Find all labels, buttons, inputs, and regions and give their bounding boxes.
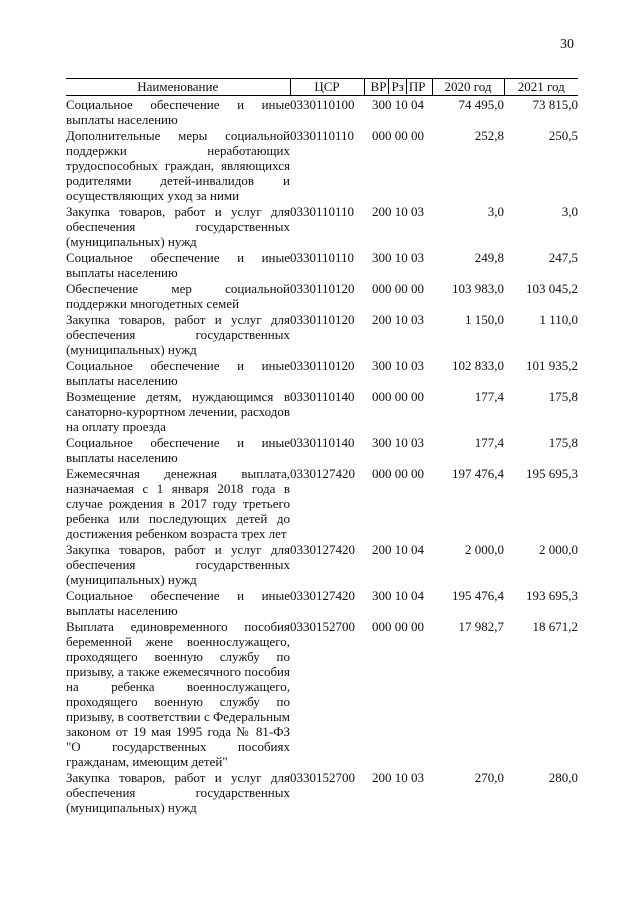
- row-name-cell: Социальное обеспечение и иные выплаты населению: [66, 250, 290, 280]
- table-row: [66, 280, 578, 311]
- row-name-cell: Закупка товаров, работ и услуг для обеспечения государственных (муниципальных) нужд: [66, 542, 290, 587]
- table-row: [66, 249, 578, 280]
- row-name-cell: Социальное обеспечение и иные выплаты населению: [66, 97, 290, 127]
- row-2020-cell: 252,8: [474, 128, 504, 143]
- table-row: [66, 357, 578, 388]
- row-codes-cell: 000 00 00: [372, 281, 424, 296]
- table-row: [66, 311, 578, 357]
- row-csr-cell: 0330110120: [290, 312, 355, 327]
- table-row: [66, 127, 578, 203]
- row-codes-cell: 300 10 04: [372, 588, 424, 603]
- table-row: [66, 465, 578, 541]
- row-codes-cell: 000 00 00: [372, 128, 424, 143]
- row-name-cell: Закупка товаров, работ и услуг для обеспечения государственных (муниципальных) нужд: [66, 770, 290, 815]
- table-row: [66, 203, 578, 249]
- row-2021-cell: 195 695,3: [526, 466, 578, 481]
- row-2020-cell: 17 982,7: [458, 619, 504, 634]
- row-codes-cell: 200 10 03: [372, 312, 424, 327]
- row-name-cell: Закупка товаров, работ и услуг для обеспечения государственных (муниципальных) нужд: [66, 204, 290, 249]
- row-2020-cell: 270,0: [474, 770, 504, 785]
- row-csr-cell: 0330110120: [290, 358, 355, 373]
- row-csr-cell: 0330110110: [290, 128, 355, 143]
- table-row: [66, 388, 578, 434]
- row-2021-cell: 247,5: [548, 250, 578, 265]
- row-2021-cell: 1 110,0: [539, 312, 578, 327]
- row-codes-cell: 300 10 03: [372, 250, 424, 265]
- table-row: [66, 618, 578, 769]
- row-2021-cell: 103 045,2: [526, 281, 578, 296]
- row-2020-cell: 103 983,0: [452, 281, 504, 296]
- row-2021-cell: 18 671,2: [532, 619, 578, 634]
- table-row: [66, 587, 578, 618]
- header-csr: ЦСР: [290, 79, 364, 96]
- row-name-cell: Закупка товаров, работ и услуг для обеспечения государственных (муниципальных) нужд: [66, 312, 290, 357]
- row-codes-cell: 300 10 04: [372, 97, 424, 112]
- row-name-cell: Ежемесячная денежная выплата, назначаемая с 1 января 2018 года в случае рождения в 2017 году третьего ребенка или последующих детей до достижения ребенком возраста трех лет: [66, 466, 290, 541]
- row-name-cell: Дополнительные меры социальной поддержки неработающих трудоспособных граждан, являющихся родителями детей-инвалидов и осуществляющих уход за ними: [66, 128, 290, 203]
- row-name-cell: Социальное обеспечение и иные выплаты населению: [66, 588, 290, 618]
- header-rz: Рз: [391, 79, 404, 94]
- row-csr-cell: 0330152700: [290, 619, 355, 634]
- row-codes-cell: 200 10 04: [372, 542, 424, 557]
- row-2021-cell: 3,0: [561, 204, 578, 219]
- row-2021-cell: 101 935,2: [526, 358, 578, 373]
- row-2021-cell: 193 695,3: [526, 588, 578, 603]
- row-csr-cell: 0330127420: [290, 588, 355, 603]
- row-codes-cell: 300 10 03: [372, 435, 424, 450]
- row-csr-cell: 0330152700: [290, 770, 355, 785]
- row-csr-cell: 0330110110: [290, 204, 355, 219]
- page-number: 30: [560, 37, 574, 52]
- table-row: [66, 96, 578, 128]
- header-codes: [364, 79, 432, 96]
- row-2021-cell: 250,5: [548, 128, 578, 143]
- header-2021: 2021 год: [504, 79, 578, 96]
- row-2020-cell: 197 476,4: [452, 466, 504, 481]
- row-csr-cell: 0330127420: [290, 542, 355, 557]
- table-row: [66, 434, 578, 465]
- header-vr: ВР: [370, 79, 387, 94]
- row-codes-cell: 200 10 03: [372, 770, 424, 785]
- row-2020-cell: 1 150,0: [465, 312, 504, 327]
- row-name-cell: Выплата единовременного пособия беременной жене военнослужащего, проходящего военную службу по призыву, а также ежемесячного пособия на ребенка военнослужащего, проходящего военную службу по призыву, в соответствии с Федеральным законом от 19 мая 1995 года № 81-ФЗ "О государственных пособиях гражданам, имеющим детей": [66, 619, 290, 769]
- row-codes-cell: 000 00 00: [372, 619, 424, 634]
- table-header-row: [66, 79, 578, 96]
- row-2021-cell: 175,8: [548, 435, 578, 450]
- budget-table: [66, 78, 578, 815]
- row-csr-cell: 0330110110: [290, 250, 355, 265]
- row-name-cell: Возмещение детям, нуждающимся в санаторно-курортном лечении, расходов на оплату проезда: [66, 389, 290, 434]
- row-name-cell: Обеспечение мер социальной поддержки многодетных семей: [66, 281, 290, 311]
- header-2020: 2020 год: [432, 79, 504, 96]
- row-2020-cell: 195 476,4: [452, 588, 504, 603]
- row-name-cell: Социальное обеспечение и иные выплаты населению: [66, 358, 290, 388]
- row-name-cell: Социальное обеспечение и иные выплаты населению: [66, 435, 290, 465]
- row-2020-cell: 74 495,0: [458, 97, 504, 112]
- row-2020-cell: 249,8: [474, 250, 504, 265]
- row-codes-cell: 200 10 03: [372, 204, 424, 219]
- row-codes-cell: 000 00 00: [372, 466, 424, 481]
- row-csr-cell: 0330110140: [290, 389, 355, 404]
- row-csr-cell: 0330110120: [290, 281, 355, 296]
- row-2020-cell: 2 000,0: [465, 542, 504, 557]
- row-codes-cell: 000 00 00: [372, 389, 424, 404]
- row-2020-cell: 177,4: [474, 435, 504, 450]
- row-csr-cell: 0330110100: [290, 97, 355, 112]
- row-2020-cell: 177,4: [474, 389, 504, 404]
- row-codes-cell: 300 10 03: [372, 358, 424, 373]
- row-2020-cell: 3,0: [487, 204, 504, 219]
- table-row: [66, 541, 578, 587]
- row-2021-cell: 73 815,0: [532, 97, 578, 112]
- row-2020-cell: 102 833,0: [452, 358, 504, 373]
- row-2021-cell: 2 000,0: [539, 542, 578, 557]
- row-2021-cell: 175,8: [548, 389, 578, 404]
- table-row: [66, 769, 578, 815]
- header-name: Наименование: [66, 79, 290, 96]
- row-csr-cell: 0330110140: [290, 435, 355, 450]
- header-pr: ПР: [408, 79, 426, 94]
- row-csr-cell: 0330127420: [290, 466, 355, 481]
- row-2021-cell: 280,0: [548, 770, 578, 785]
